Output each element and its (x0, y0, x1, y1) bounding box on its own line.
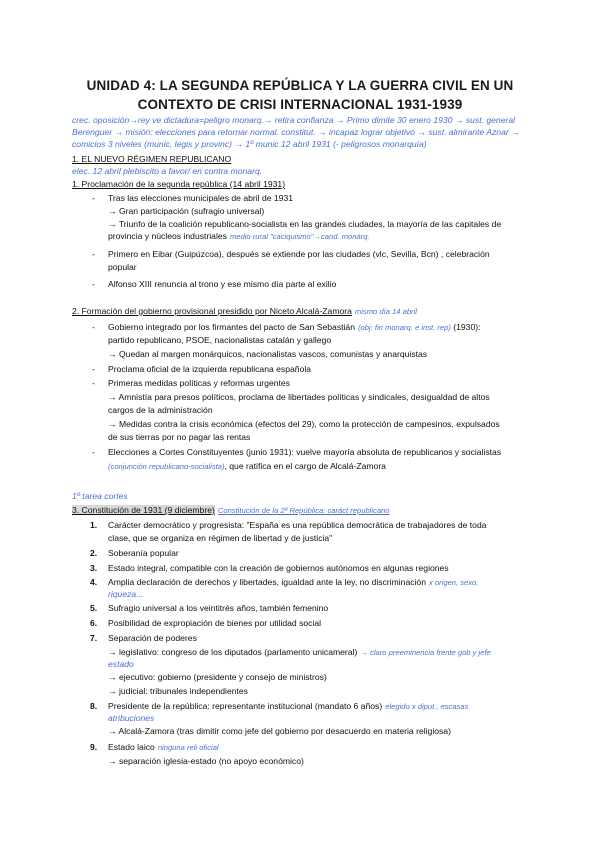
list-item: cargos de la administración (108, 405, 213, 415)
list-item: partido republicano, PSOE, nacionalistas catalán y gallego (108, 335, 332, 345)
subsection-heading (72, 306, 417, 317)
list-item: Sufragio universal a los veintitrés años, también femenino (108, 603, 329, 613)
handwritten-note: estado (108, 659, 134, 669)
item-number: 5. (90, 603, 98, 613)
list-item: Alfonso XIII renuncia al trono y ese mismo día parte al exilio (108, 279, 337, 289)
item-number: 7. (90, 633, 98, 643)
handwritten-note: 1º tarea cortes (72, 491, 128, 501)
list-item: → judicial: tribunales independientes (108, 686, 248, 696)
handwritten-note: (conjunción republicano-socialista) (108, 462, 225, 471)
bullet-marker: - (92, 364, 95, 374)
subsection-heading (72, 505, 390, 516)
list-item: → Triunfo de la coalición republicano-socialista en las grandes ciudades, la mayoría de las capitales de (108, 219, 502, 229)
item-number: 8. (90, 701, 98, 711)
list-item: clase, que se organiza en régimen de libertad y de justicia" (108, 533, 333, 543)
item-number: 9. (90, 742, 98, 752)
handwritten-note: atribuciones (108, 713, 155, 723)
list-item (108, 322, 480, 333)
list-item (108, 461, 386, 472)
list-item: → Medidas contra la crisis económica (efectos del 29), como la protección de campesinos, expulsados (108, 419, 500, 429)
item-number: 1. (90, 520, 98, 530)
list-item: Estado integral, compatible con la creación de gobiernos autónomos en algunas regiones (108, 563, 449, 573)
list-item (108, 577, 478, 588)
page-title-line-2: CONTEXTO DE CRISI INTERNACIONAL 1931-1939 (137, 97, 463, 112)
list-item (108, 701, 468, 712)
list-item-text: Estado laico (108, 742, 155, 752)
list-item: Tras las elecciones municipales de abril de 1931 (108, 193, 294, 203)
list-item: → Amnistía para presos políticos, proclama de libertades políticas y sindicales, desigualdad de altos (108, 392, 490, 402)
handwritten-note: medio rural "caciquismo"→cand. monárq. (229, 232, 370, 241)
handwritten-note: riqueza... (108, 589, 144, 599)
handwritten-note: Berenguer → misión: elecciones para retornar normal. constitut. → incapaz lograr objetivo → sust. almirante Aznar → (72, 127, 520, 137)
bullet-marker: - (92, 279, 95, 289)
list-item: → separación iglesia-estado (no apoyo económico) (108, 756, 304, 766)
list-item: Carácter democrático y progresista: "España es una república democrática de trabajadores de toda (108, 520, 487, 530)
section-heading: 1. EL NUEVO RÉGIMEN REPUBLICANO (72, 154, 232, 164)
list-item-text: Amplia declaración de derechos y libertades, igualdad ante la ley, no discriminación (108, 577, 426, 587)
list-item: de sus tierras por no pagar las rentas (108, 432, 251, 442)
list-item: → Alcalá-Zamora (tras dimitir como jefe del gobierno por desacuerdo en materia religiosa) (108, 726, 451, 736)
item-number: 2. (90, 548, 98, 558)
list-item-text: (1930): (453, 322, 481, 332)
list-item-text: , que ratifica en el cargo de Alcalá-Zamora (224, 461, 386, 471)
handwritten-note: x origen, sexo, (429, 578, 479, 587)
list-item (108, 647, 491, 658)
subsection-heading: 1. Proclamación de la segunda república (14 abril 1931) (72, 179, 286, 189)
handwritten-note: → claro preeminencia frente gob y jefe (360, 648, 491, 657)
item-number: 4. (90, 577, 98, 587)
bullet-marker: - (92, 193, 95, 203)
item-number: 6. (90, 618, 98, 628)
handwritten-note: ninguna reli oficial (157, 743, 219, 752)
handwritten-note: elec. 12 abril plebiscito a favor/ en contra monarq. (72, 166, 263, 176)
page-title-line-1: UNIDAD 4: LA SEGUNDA REPÚBLICA Y LA GUERRA CIVIL EN UN (86, 78, 514, 93)
list-item: Posibilidad de expropiación de bienes por utilidad social (108, 618, 322, 628)
list-item: Proclama oficial de la izquierda republicana española (108, 364, 312, 374)
bullet-marker: - (92, 447, 95, 457)
handwritten-note: comicios 3 niveles (munic, legis y provinc) → 1º munic 12 abril 1931 (- peligrosos monarquía) (72, 139, 427, 149)
bullet-marker: - (92, 249, 95, 259)
handwritten-note: Constitución de la 2ª República: caráct republicano (217, 506, 390, 515)
list-item: Elecciones a Cortes Constituyentes (junio 1931): vuelve mayoría absoluta de republicanos y socialistas (108, 447, 502, 457)
list-item: popular (108, 262, 137, 272)
item-number: 3. (90, 563, 98, 573)
subsection-heading-text: 2. Formación del gobierno provisional presidido por Niceto Alcalá-Zamora (72, 306, 352, 316)
list-item: Primero en Eibar (Guipúzcoa), después se extiende por las ciudades (vlc, Sevilla, Bcn) , celebración (108, 249, 490, 259)
handwritten-note: elegido x diput., escasas (385, 702, 469, 711)
list-item: → Gran participación (sufragio universal) (108, 206, 265, 216)
handwritten-note: mismo día 14 abril (354, 307, 417, 316)
handwritten-note: crec. oposición→rey ve dictadura=peligro monarq.→ retira confianza → Primo dimite 30 enero 1930 → sust. general (72, 115, 516, 125)
list-item-text: Gobierno integrado por los firmantes del pacto de San Sebastián (108, 322, 355, 332)
bullet-marker: - (92, 322, 95, 332)
list-item (108, 231, 370, 242)
list-item (108, 742, 219, 753)
list-item: → ejecutivo: gobierno (presidente y consejo de ministros) (108, 672, 327, 682)
list-item: → Quedan al margen monárquicos, nacionalistas vascos, comunistas y anarquistas (108, 349, 428, 359)
list-item: Primeras medidas políticas y reformas urgentes (108, 378, 290, 388)
list-item: Separación de poderes (108, 633, 197, 643)
list-item-text: → legislativo: congreso de los diputados (parlamento unicameral) (108, 647, 358, 657)
handwritten-note: (obj: fin monarq. e inst. rep) (358, 323, 451, 332)
bullet-marker: - (92, 378, 95, 388)
list-item-text: Presidente de la república: representante institucional (mandato 6 años) (108, 701, 383, 711)
subsection-heading-text: 3. Constitución de 1931 (9 diciembre) (72, 505, 215, 515)
list-item-text: provincia y núcleos industriales (108, 231, 227, 241)
list-item: Soberanía popular (108, 548, 179, 558)
